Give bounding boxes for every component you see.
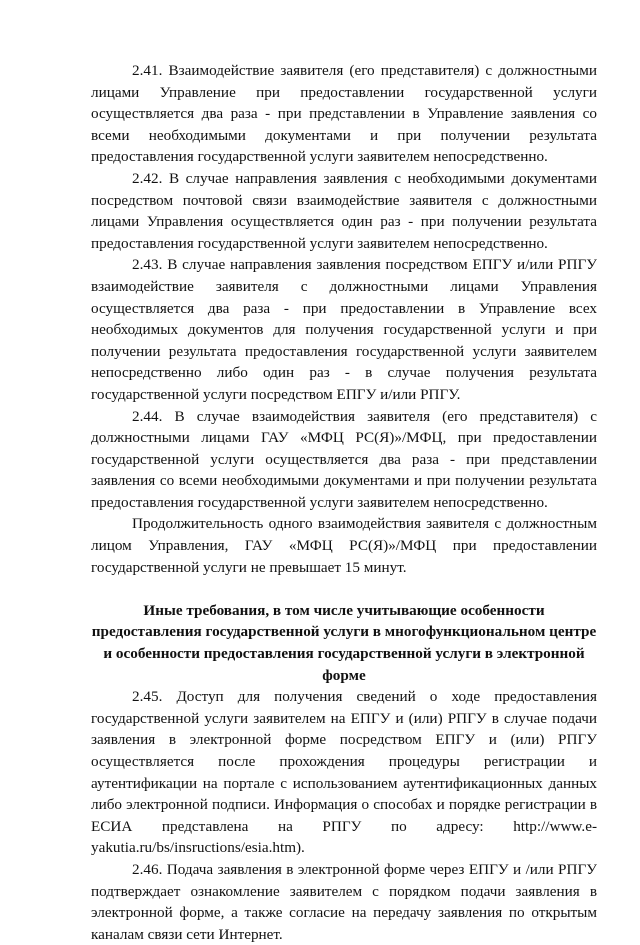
section-spacer bbox=[91, 578, 597, 600]
section-heading: Иные требования, в том числе учитывающие особенности предоставления государственной услуги в многофункциональном центре и особенности предоставления государственной услуги в электронной форме bbox=[91, 601, 597, 684]
paragraph-2-46: 2.46. Подача заявления в электронной форме через ЕПГУ и /или РПГУ подтверждает ознакомление заявителем с порядком подачи заявления в электронной форме, а также согласие на передачу заявления по открытым каналам связи сети Интернет. bbox=[91, 860, 597, 943]
paragraph-2-44: 2.44. В случае взаимодействия заявителя (его представителя) с должностными лицами ГАУ «МФЦ РС(Я)»/МФЦ, при предоставлении государственной услуги осуществляется два раза - при представлении заявления со всеми необходимыми документами и при получении результата предоставления государственной услуги заявителем непосредственно. bbox=[91, 407, 597, 511]
paragraph-2-43: 2.43. В случае направления заявления посредством ЕПГУ и/или РПГУ взаимодействие заявителя с должностными лицами Управления осуществляется два раза - при предоставлении в Управление всех необходимых документов для получения государственной услуги и при получении результата предоставления государственной услуги заявителем непосредственно либо один раз - в случае получения результата государственной услуги посредством ЕПГУ и/или РПГУ. bbox=[91, 256, 597, 403]
paragraph-2-41: 2.41. Взаимодействие заявителя (его представителя) с должностными лицами Управление при предоставлении государственной услуги осуществляется два раза - при представлении в Управление заявления со всеми необходимыми документами и при получении результата предоставления государственной услуги заявителем непосредственно. bbox=[91, 62, 597, 166]
document-page bbox=[91, 60, 597, 945]
paragraph-2-45: 2.45. Доступ для получения сведений о ходе предоставления государственной услуги заявителем на ЕПГУ и (или) РПГУ в случае подачи заявления в электронной форме посредством ЕПГУ и (или) РПГУ осуществляется после прохождения процедуры регистрации и аутентификации на портале с использованием аутентификационных данных либо электронной подписи. Информация о способах и порядке регистрации в ЕСИА представлена на РПГУ по адресу: http://www.e-yakutia.ru/bs/insructions/esia.htm). bbox=[91, 688, 597, 857]
paragraph-duration: Продолжительность одного взаимодействия заявителя с должностным лицом Управления, ГАУ «МФЦ РС(Я)»/МФЦ при предоставлении государственной услуги не превышает 15 минут. bbox=[91, 515, 597, 576]
paragraph-2-42: 2.42. В случае направления заявления с необходимыми документами посредством почтовой связи взаимодействие заявителя с должностными лицами Управления осуществляется один раз - при получении результата предоставления государственной услуги заявителем непосредственно. bbox=[91, 169, 597, 252]
